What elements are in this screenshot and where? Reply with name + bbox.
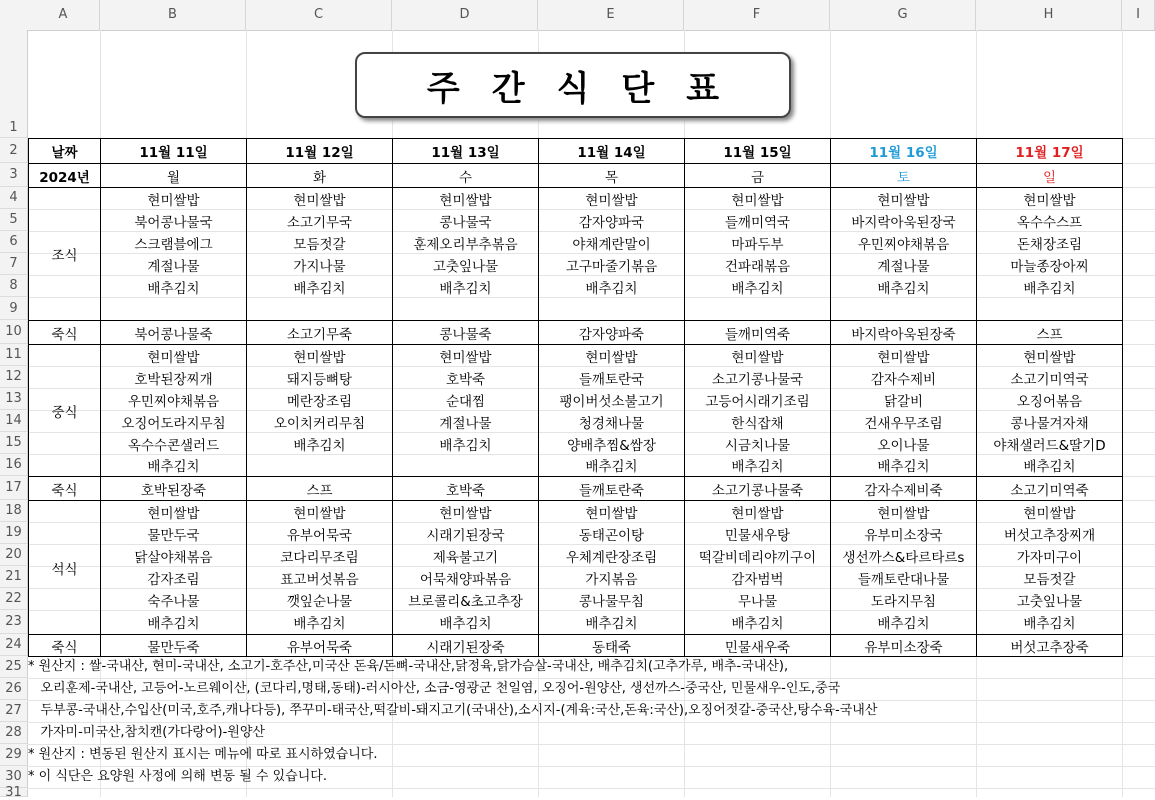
menu-item[interactable]: 옥수수스프 <box>977 210 1123 232</box>
menu-item[interactable]: 현미쌀밥 <box>539 345 685 367</box>
menu-item[interactable]: 감자범벅 <box>685 567 831 589</box>
note-line[interactable]: * 이 식단은 요양원 사정에 의해 변동 될 수 있습니다. <box>28 769 327 784</box>
column-header-d[interactable]: D <box>392 0 538 30</box>
meal-label-2[interactable]: 중식 <box>29 345 101 477</box>
menu-item[interactable]: 바지락아욱된장죽 <box>831 321 977 345</box>
menu-item[interactable]: 유부어묵죽 <box>247 635 393 657</box>
menu-item[interactable]: 양배추찜&쌈장 <box>539 433 685 455</box>
meal-label-0[interactable]: 조식 <box>29 188 101 321</box>
menu-item[interactable]: 소고기무죽 <box>247 321 393 345</box>
menu-item[interactable]: 배추김치 <box>247 433 393 455</box>
menu-item[interactable]: 고춧잎나물 <box>393 254 539 276</box>
menu-item[interactable]: 배추김치 <box>247 276 393 298</box>
row-header-16[interactable]: 16 <box>0 454 27 476</box>
menu-item[interactable]: 현미쌀밥 <box>393 501 539 523</box>
row-header-4[interactable]: 4 <box>0 187 27 209</box>
menu-item[interactable]: 한식잡채 <box>685 411 831 433</box>
menu-item[interactable]: 고춧잎나물 <box>977 589 1123 611</box>
menu-item[interactable]: 생선까스&타르타르s <box>831 545 977 567</box>
menu-item[interactable]: 배추김치 <box>393 611 539 635</box>
weekday-cell-4[interactable]: 금 <box>685 164 831 188</box>
menu-item[interactable]: 우민찌야채볶음 <box>831 232 977 254</box>
menu-item[interactable]: 야채샐러드&딸기D <box>977 433 1123 455</box>
menu-item[interactable]: 메란장조림 <box>247 389 393 411</box>
row-header-6[interactable]: 6 <box>0 231 27 253</box>
menu-item[interactable]: 현미쌀밥 <box>393 188 539 210</box>
menu-item[interactable]: 어묵채양파볶음 <box>393 567 539 589</box>
row-header-31[interactable]: 31 <box>0 788 27 797</box>
column-header-bar <box>0 0 1155 31</box>
date-cell-2[interactable]: 11월 13일 <box>393 139 539 164</box>
row-header-15[interactable]: 15 <box>0 432 27 454</box>
menu-item[interactable]: 오이치커리무침 <box>247 411 393 433</box>
menu-item[interactable]: 바지락아욱된장국 <box>831 210 977 232</box>
row-header-7[interactable]: 7 <box>0 253 27 275</box>
row-header-22[interactable]: 22 <box>0 588 27 610</box>
menu-item[interactable]: 야채계란말이 <box>539 232 685 254</box>
menu-item[interactable]: 호박된장찌개 <box>101 367 247 389</box>
menu-item[interactable]: 민물새우죽 <box>685 635 831 657</box>
menu-item[interactable]: 민물새우탕 <box>685 523 831 545</box>
menu-item[interactable]: 옥수수콘샐러드 <box>101 433 247 455</box>
menu-item[interactable]: 소고기콩나물죽 <box>685 477 831 501</box>
menu-item[interactable]: 건새우무조림 <box>831 411 977 433</box>
row-header-19[interactable]: 19 <box>0 522 27 544</box>
menu-item[interactable] <box>831 298 977 321</box>
menu-item[interactable]: 배추김치 <box>101 276 247 298</box>
menu-item[interactable] <box>393 455 539 477</box>
menu-item[interactable]: 모듬젓갈 <box>247 232 393 254</box>
menu-item[interactable]: 현미쌀밥 <box>685 345 831 367</box>
column-header-b[interactable]: B <box>100 0 246 30</box>
menu-item[interactable]: 무나물 <box>685 589 831 611</box>
menu-item[interactable] <box>685 298 831 321</box>
note-line[interactable]: 가자미-미국산,참치캔(가다랑어)-원양산 <box>28 725 265 740</box>
menu-item[interactable]: 들깨토란죽 <box>539 477 685 501</box>
menu-item[interactable]: 현미쌀밥 <box>685 501 831 523</box>
row-header-18[interactable]: 18 <box>0 500 27 522</box>
row-header-11[interactable]: 11 <box>0 344 27 366</box>
date-cell-4[interactable]: 11월 15일 <box>685 139 831 164</box>
menu-item[interactable]: 감자양파죽 <box>539 321 685 345</box>
menu-item[interactable]: 현미쌀밥 <box>101 188 247 210</box>
menu-item[interactable]: 유부미소장죽 <box>831 635 977 657</box>
menu-item[interactable]: 현미쌀밥 <box>539 501 685 523</box>
menu-item[interactable]: 배추김치 <box>831 455 977 477</box>
menu-item[interactable]: 돼지등뼈탕 <box>247 367 393 389</box>
menu-item[interactable]: 현미쌀밥 <box>977 501 1123 523</box>
row-header-17[interactable]: 17 <box>0 476 27 500</box>
menu-item[interactable]: 계절나물 <box>393 411 539 433</box>
meal-label-5[interactable]: 죽식 <box>29 635 101 657</box>
menu-item[interactable]: 버섯고추장찌개 <box>977 523 1123 545</box>
menu-item[interactable]: 닭살야채볶음 <box>101 545 247 567</box>
weekday-cell-1[interactable]: 화 <box>247 164 393 188</box>
column-header-i[interactable]: I <box>1122 0 1155 30</box>
menu-item[interactable]: 모듬젓갈 <box>977 567 1123 589</box>
row-header-1[interactable]: 1 <box>0 30 27 138</box>
menu-item[interactable]: 순대찜 <box>393 389 539 411</box>
row-header-23[interactable]: 23 <box>0 610 27 634</box>
menu-item[interactable]: 현미쌀밥 <box>539 188 685 210</box>
row-header-3[interactable]: 3 <box>0 163 27 187</box>
weekday-cell-6[interactable]: 일 <box>977 164 1123 188</box>
menu-item[interactable]: 들깨미역국 <box>685 210 831 232</box>
menu-item[interactable]: 가지볶음 <box>539 567 685 589</box>
menu-table <box>28 138 1123 657</box>
note-line[interactable]: 두부콩-국내산,수입산(미국,호주,캐나다등), 쭈꾸미-태국산,떡갈비-돼지고기(국내산),소시지-(계육:국산,돈육:국산),오징어젓갈-중국산,탕수육-국내산 <box>28 703 878 718</box>
menu-item[interactable]: 시금치나물 <box>685 433 831 455</box>
menu-item[interactable]: 동태곤이탕 <box>539 523 685 545</box>
row-header-29[interactable]: 29 <box>0 744 27 766</box>
row-header-13[interactable]: 13 <box>0 388 27 410</box>
weekday-cell-5[interactable]: 토 <box>831 164 977 188</box>
row-header-25[interactable]: 25 <box>0 656 27 678</box>
menu-item[interactable]: 물만두국 <box>101 523 247 545</box>
column-header-g[interactable]: G <box>830 0 976 30</box>
menu-item[interactable]: 들깨미역죽 <box>685 321 831 345</box>
menu-item[interactable]: 배추김치 <box>101 611 247 635</box>
menu-item[interactable]: 스프 <box>977 321 1123 345</box>
row-header-2[interactable]: 2 <box>0 138 27 163</box>
sheet-title: 주간식단표 <box>426 68 752 109</box>
meal-label-1[interactable]: 죽식 <box>29 321 101 345</box>
menu-item[interactable]: 오이나물 <box>831 433 977 455</box>
menu-item[interactable]: 북어콩나물죽 <box>101 321 247 345</box>
menu-item[interactable]: 배추김치 <box>685 611 831 635</box>
menu-item[interactable]: 돈채장조림 <box>977 232 1123 254</box>
menu-item[interactable]: 스크램블에그 <box>101 232 247 254</box>
menu-item[interactable]: 계절나물 <box>831 254 977 276</box>
menu-item[interactable] <box>247 298 393 321</box>
row-header-8[interactable]: 8 <box>0 275 27 297</box>
menu-item[interactable]: 청경채나물 <box>539 411 685 433</box>
row-header-26[interactable]: 26 <box>0 678 27 700</box>
menu-item[interactable]: 훈제오리부추볶음 <box>393 232 539 254</box>
menu-item[interactable]: 동태죽 <box>539 635 685 657</box>
date-cell-6[interactable]: 11월 17일 <box>977 139 1123 164</box>
menu-item[interactable]: 현미쌀밥 <box>685 188 831 210</box>
menu-item[interactable]: 현미쌀밥 <box>101 501 247 523</box>
menu-item[interactable]: 호박죽 <box>393 367 539 389</box>
row-header-12[interactable]: 12 <box>0 366 27 388</box>
menu-item[interactable]: 스프 <box>247 477 393 501</box>
date-cell-3[interactable]: 11월 14일 <box>539 139 685 164</box>
weekday-cell-3[interactable]: 목 <box>539 164 685 188</box>
menu-item[interactable]: 건파래볶음 <box>685 254 831 276</box>
menu-item[interactable]: 배추김치 <box>539 611 685 635</box>
row-header-10[interactable]: 10 <box>0 320 27 344</box>
menu-item[interactable]: 콩나물죽 <box>393 321 539 345</box>
menu-item[interactable]: 깻잎순나물 <box>247 589 393 611</box>
row-header-24[interactable]: 24 <box>0 634 27 656</box>
menu-item[interactable]: 배추김치 <box>247 611 393 635</box>
menu-item[interactable]: 마파두부 <box>685 232 831 254</box>
note-line[interactable]: * 원산지 : 변동된 원산지 표시는 메뉴에 따로 표시하였습니다. <box>28 747 378 762</box>
menu-item[interactable]: 현미쌀밥 <box>831 345 977 367</box>
menu-item[interactable]: 우체계란장조림 <box>539 545 685 567</box>
menu-item[interactable]: 시래기된장국 <box>393 523 539 545</box>
meal-label-4[interactable]: 석식 <box>29 501 101 635</box>
menu-item[interactable]: 배추김치 <box>831 276 977 298</box>
menu-item[interactable]: 현미쌀밥 <box>247 501 393 523</box>
menu-item[interactable]: 시래기된장죽 <box>393 635 539 657</box>
menu-item[interactable]: 닭갈비 <box>831 389 977 411</box>
meal-label-3[interactable]: 죽식 <box>29 477 101 501</box>
date-cell-1[interactable]: 11월 12일 <box>247 139 393 164</box>
menu-item[interactable]: 코다리무조림 <box>247 545 393 567</box>
menu-item[interactable]: 브로콜리&초고추장 <box>393 589 539 611</box>
menu-item[interactable] <box>247 455 393 477</box>
menu-item[interactable]: 배추김치 <box>101 455 247 477</box>
date-cell-0[interactable]: 11월 11일 <box>101 139 247 164</box>
menu-item[interactable]: 떡갈비데리야끼구이 <box>685 545 831 567</box>
menu-item[interactable]: 도라지무침 <box>831 589 977 611</box>
row-header-27[interactable]: 27 <box>0 700 27 722</box>
menu-item[interactable]: 북어콩나물국 <box>101 210 247 232</box>
menu-item[interactable]: 소고기콩나물국 <box>685 367 831 389</box>
column-header-f[interactable]: F <box>684 0 830 30</box>
menu-item[interactable] <box>539 298 685 321</box>
menu-item[interactable]: 유부미소장국 <box>831 523 977 545</box>
note-line[interactable]: * 원산지 : 쌀-국내산, 현미-국내산, 소고기-호주산,미국산 돈육/돈뼈-국내산,닭정육,닭가슴살-국내산, 배추김치(고추가루, 배추-국내산), <box>28 659 789 674</box>
row-header-14[interactable]: 14 <box>0 410 27 432</box>
weekday-cell-2[interactable]: 수 <box>393 164 539 188</box>
menu-item[interactable]: 숙주나물 <box>101 589 247 611</box>
menu-item[interactable]: 가자미구이 <box>977 545 1123 567</box>
menu-item[interactable]: 가지나물 <box>247 254 393 276</box>
year-label-cell[interactable]: 2024년 <box>29 164 101 188</box>
menu-item[interactable]: 소고기무국 <box>247 210 393 232</box>
menu-item[interactable]: 배추김치 <box>539 276 685 298</box>
column-header-e[interactable]: E <box>538 0 684 30</box>
menu-item[interactable]: 콩나물국 <box>393 210 539 232</box>
menu-item[interactable]: 콩나물겨자채 <box>977 411 1123 433</box>
menu-item[interactable]: 소고기미역죽 <box>977 477 1123 501</box>
menu-item[interactable] <box>101 298 247 321</box>
menu-item[interactable]: 현미쌀밥 <box>977 345 1123 367</box>
menu-item[interactable]: 배추김치 <box>977 455 1123 477</box>
menu-item[interactable]: 호박죽 <box>393 477 539 501</box>
title-box[interactable] <box>355 52 791 118</box>
menu-item[interactable]: 현미쌀밥 <box>831 188 977 210</box>
menu-item[interactable]: 제육불고기 <box>393 545 539 567</box>
menu-item[interactable]: 마늘종장아찌 <box>977 254 1123 276</box>
column-header-a[interactable]: A <box>27 0 100 30</box>
menu-item[interactable]: 배추김치 <box>831 611 977 635</box>
menu-item[interactable]: 감자조림 <box>101 567 247 589</box>
menu-item[interactable]: 호박된장죽 <box>101 477 247 501</box>
menu-item[interactable]: 표고버섯볶음 <box>247 567 393 589</box>
notes-section <box>28 656 877 788</box>
date-cell-5[interactable]: 11월 16일 <box>831 139 977 164</box>
row-header-28[interactable]: 28 <box>0 722 27 744</box>
menu-item[interactable]: 현미쌀밥 <box>247 188 393 210</box>
row-header-30[interactable]: 30 <box>0 766 27 788</box>
menu-item[interactable]: 계절나물 <box>101 254 247 276</box>
menu-item[interactable]: 소고기미역국 <box>977 367 1123 389</box>
row-header-5[interactable]: 5 <box>0 209 27 231</box>
menu-item[interactable]: 현미쌀밥 <box>831 501 977 523</box>
menu-item[interactable] <box>393 298 539 321</box>
menu-item[interactable]: 배추김치 <box>977 611 1123 635</box>
menu-item[interactable] <box>977 298 1123 321</box>
date-label-cell[interactable]: 날짜 <box>29 139 101 164</box>
menu-item[interactable]: 물만두죽 <box>101 635 247 657</box>
row-header-20[interactable]: 20 <box>0 544 27 566</box>
column-header-c[interactable]: C <box>246 0 392 30</box>
menu-item[interactable]: 팽이버섯소불고기 <box>539 389 685 411</box>
menu-item[interactable]: 감자양파국 <box>539 210 685 232</box>
grid-line <box>27 788 1155 789</box>
menu-item[interactable]: 배추김치 <box>685 455 831 477</box>
weekday-cell-0[interactable]: 월 <box>101 164 247 188</box>
menu-item[interactable]: 현미쌀밥 <box>101 345 247 367</box>
menu-item[interactable]: 배추김치 <box>539 455 685 477</box>
menu-item[interactable]: 콩나물무침 <box>539 589 685 611</box>
menu-item[interactable]: 현미쌀밥 <box>977 188 1123 210</box>
menu-item[interactable]: 배추김치 <box>977 276 1123 298</box>
row-header-bar <box>0 30 28 800</box>
column-header-h[interactable]: H <box>976 0 1122 30</box>
menu-item[interactable]: 감자수제비 <box>831 367 977 389</box>
menu-item[interactable]: 오징어볶음 <box>977 389 1123 411</box>
menu-item[interactable]: 유부어묵국 <box>247 523 393 545</box>
menu-item[interactable]: 배추김치 <box>393 276 539 298</box>
menu-item[interactable]: 고구마줄기볶음 <box>539 254 685 276</box>
menu-item[interactable]: 우민찌야채볶음 <box>101 389 247 411</box>
menu-item[interactable]: 현미쌀밥 <box>393 345 539 367</box>
row-header-9[interactable]: 9 <box>0 297 27 320</box>
row-header-21[interactable]: 21 <box>0 566 27 588</box>
menu-item[interactable]: 현미쌀밥 <box>247 345 393 367</box>
note-line[interactable]: 오리훈제-국내산, 고등어-노르웨이산, (코다리,명태,동태)-러시아산, 소금-영광군 천일염, 오징어-원양산, 생선까스-중국산, 민물새우-인도,중국 <box>28 681 841 696</box>
menu-item[interactable]: 들깨토란국 <box>539 367 685 389</box>
menu-item[interactable]: 감자수제비죽 <box>831 477 977 501</box>
menu-item[interactable]: 배추김치 <box>393 433 539 455</box>
menu-item[interactable]: 배추김치 <box>685 276 831 298</box>
menu-item[interactable]: 오징어도라지무침 <box>101 411 247 433</box>
menu-item[interactable]: 고등어시래기조림 <box>685 389 831 411</box>
menu-item[interactable]: 버섯고추장죽 <box>977 635 1123 657</box>
menu-item[interactable]: 들깨토란대나물 <box>831 567 977 589</box>
